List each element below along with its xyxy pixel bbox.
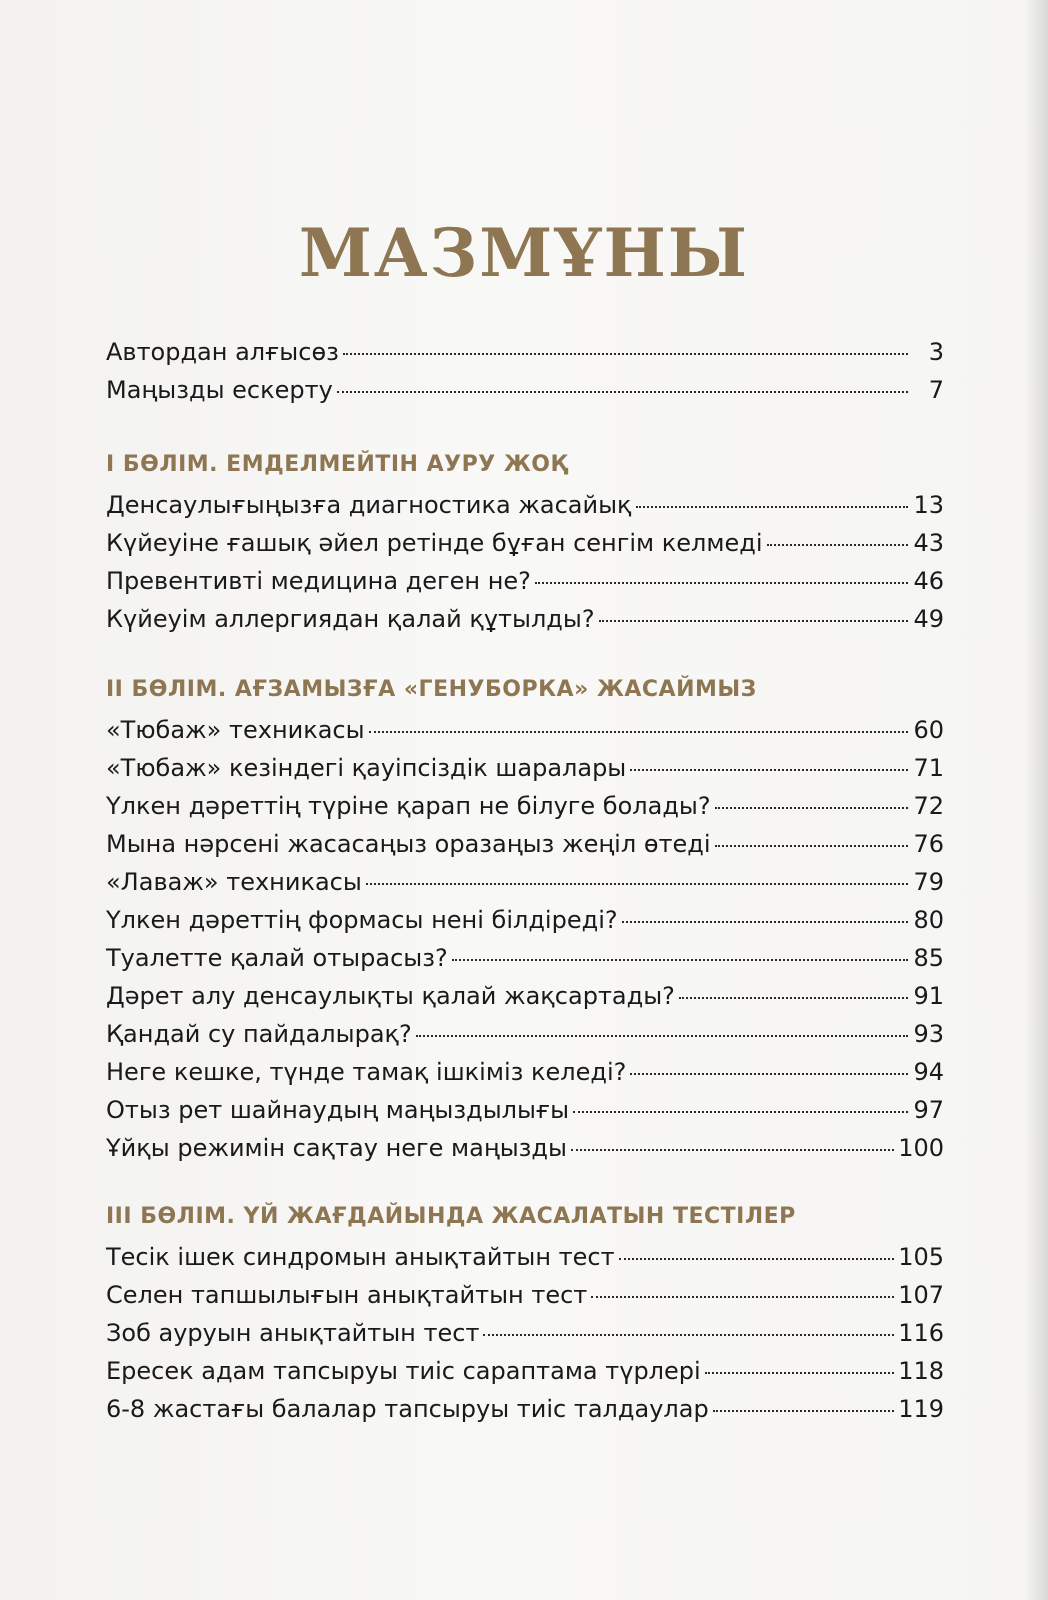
toc-entry[interactable]	[106, 1314, 944, 1352]
toc-intro	[106, 333, 944, 409]
toc-entry-page: 79	[913, 868, 944, 896]
section-heading[interactable]: II БӨЛІМ. АҒЗАМЫЗҒА «ГЕНУБОРКА» ЖАСАЙМЫЗ	[106, 677, 757, 702]
toc-entry[interactable]	[106, 1129, 944, 1167]
toc-entry-page: 60	[913, 716, 944, 744]
dot-leader	[573, 1111, 908, 1113]
toc-entry-title: Күйеуіне ғашық әйел ретінде бұған сенгім келмеді	[106, 529, 763, 557]
dot-leader	[619, 1258, 895, 1260]
toc-entry-title: Денсаулығыңызға диагностика жасайық	[106, 491, 632, 519]
toc-entry[interactable]	[106, 863, 944, 901]
dot-leader	[715, 807, 908, 809]
toc-entry[interactable]	[106, 1352, 944, 1390]
toc-entry-title: Қандай су пайдалырақ?	[106, 1020, 412, 1048]
toc-entry-page: 119	[898, 1395, 944, 1423]
dot-leader	[452, 959, 908, 961]
dot-leader	[705, 1372, 894, 1374]
toc-entry-page: 13	[913, 491, 944, 519]
toc-entry[interactable]	[106, 1390, 944, 1428]
section-heading[interactable]: I БӨЛІМ. ЕМДЕЛМЕЙТІН АУРУ ЖОҚ	[106, 452, 569, 477]
toc-entry-title: Неге кешке, түнде тамақ ішкіміз келеді?	[106, 1058, 627, 1086]
toc-entry[interactable]	[106, 825, 944, 863]
section-heading[interactable]: III БӨЛІМ. ҮЙ ЖАҒДАЙЫНДА ЖАСАЛАТЫН ТЕСТІЛЕР	[106, 1204, 796, 1229]
toc-entry-title: Туалетте қалай отырасыз?	[106, 944, 448, 972]
toc-entry-page: 3	[928, 338, 944, 366]
toc-entry-page: 85	[913, 944, 944, 972]
toc-entry-title: «Тюбаж» техникасы	[106, 716, 365, 744]
toc-entry[interactable]	[106, 749, 944, 787]
toc-entry-title: Мына нәрсені жасасаңыз оразаңыз жеңіл өтеді	[106, 830, 711, 858]
toc-entry-page: 116	[898, 1319, 944, 1347]
toc-entry-title: Дәрет алу денсаулықты қалай жақсартады?	[106, 982, 675, 1010]
toc-section-3	[106, 1196, 944, 1428]
toc-entry-title: Тесік ішек синдромын анықтайтын тест	[106, 1243, 615, 1271]
dot-leader	[679, 997, 908, 999]
toc-entry-page: 93	[913, 1020, 944, 1048]
toc-entry-page: 46	[913, 567, 944, 595]
toc-entry-page: 94	[913, 1058, 944, 1086]
dot-leader	[416, 1035, 908, 1037]
toc-entry-title: «Тюбаж» кезіндегі қауіпсіздік шаралары	[106, 754, 627, 782]
toc-section-1	[106, 444, 944, 638]
toc-entry[interactable]	[106, 711, 944, 749]
toc-entry-title: Маңызды ескерту	[106, 376, 333, 404]
dot-leader	[630, 1073, 908, 1075]
dot-leader	[599, 620, 908, 622]
toc-entry[interactable]	[106, 486, 944, 524]
toc-entry[interactable]	[106, 524, 944, 562]
toc-entry-page: 91	[913, 982, 944, 1010]
toc-entry-title: Үлкен дәреттің формасы нені білдіреді?	[106, 906, 618, 934]
dot-leader	[483, 1334, 894, 1336]
toc-entry[interactable]	[106, 371, 944, 409]
dot-leader	[571, 1149, 894, 1151]
toc-entry[interactable]	[106, 333, 944, 371]
page-title: МАЗМҰНЫ	[298, 214, 750, 293]
toc-entry-title: Отыз рет шайнаудың маңыздылығы	[106, 1096, 570, 1124]
toc-entry-title: Превентивті медицина деген не?	[106, 567, 531, 595]
dot-leader	[767, 544, 909, 546]
toc-entry-page: 7	[928, 376, 944, 404]
toc-entry[interactable]	[106, 901, 944, 939]
toc-entry-title: 6-8 жастағы балалар тапсыруы тиіс талдаулар	[106, 1395, 709, 1423]
toc-entry-title: Күйеуім аллергиядан қалай құтылды?	[106, 605, 595, 633]
toc-entry-title: Автордан алғысөз	[106, 338, 339, 366]
toc-entry-page: 118	[898, 1357, 944, 1385]
dot-leader	[622, 921, 908, 923]
toc-entry[interactable]	[106, 1015, 944, 1053]
toc-entry-page: 49	[913, 605, 944, 633]
dot-leader	[337, 391, 908, 393]
dot-leader	[713, 1410, 895, 1412]
dot-leader	[369, 731, 908, 733]
toc-entry-page: 76	[913, 830, 944, 858]
toc-entry[interactable]	[106, 1053, 944, 1091]
dot-leader	[636, 506, 908, 508]
toc-entry[interactable]	[106, 939, 944, 977]
dot-leader	[366, 883, 908, 885]
toc-entry-page: 72	[913, 792, 944, 820]
dot-leader	[630, 769, 908, 771]
toc-entry-title: Үлкен дәреттің түріне қарап не білуге болады?	[106, 792, 711, 820]
toc-entry[interactable]	[106, 787, 944, 825]
toc-entry-page: 97	[913, 1096, 944, 1124]
toc-section-2	[106, 669, 944, 1167]
toc-entry[interactable]	[106, 1276, 944, 1314]
dot-leader	[535, 582, 908, 584]
toc-entry[interactable]	[106, 600, 944, 638]
dot-leader	[591, 1296, 894, 1298]
toc-entry[interactable]	[106, 562, 944, 600]
dot-leader	[343, 353, 908, 355]
toc-entry-title: Ересек адам тапсыруы тиіс сараптама түрлері	[106, 1357, 701, 1385]
toc-entry-page: 107	[898, 1281, 944, 1309]
toc-entry-title: Ұйқы режимін сақтау неге маңызды	[106, 1134, 567, 1162]
toc-entry-page: 100	[898, 1134, 944, 1162]
toc-entry[interactable]	[106, 1238, 944, 1276]
toc-entry[interactable]	[106, 977, 944, 1015]
toc-entry-page: 71	[913, 754, 944, 782]
toc-entry-title: Зоб ауруын анықтайтын тест	[106, 1319, 480, 1347]
dot-leader	[715, 845, 908, 847]
toc-entry-page: 43	[913, 529, 944, 557]
toc-entry-page: 105	[898, 1243, 944, 1271]
toc-entry-page: 80	[913, 906, 944, 934]
toc-entry[interactable]	[106, 1091, 944, 1129]
toc-entry-title: «Лаваж» техникасы	[106, 868, 362, 896]
toc-entry-title: Селен тапшылығын анықтайтын тест	[106, 1281, 588, 1309]
